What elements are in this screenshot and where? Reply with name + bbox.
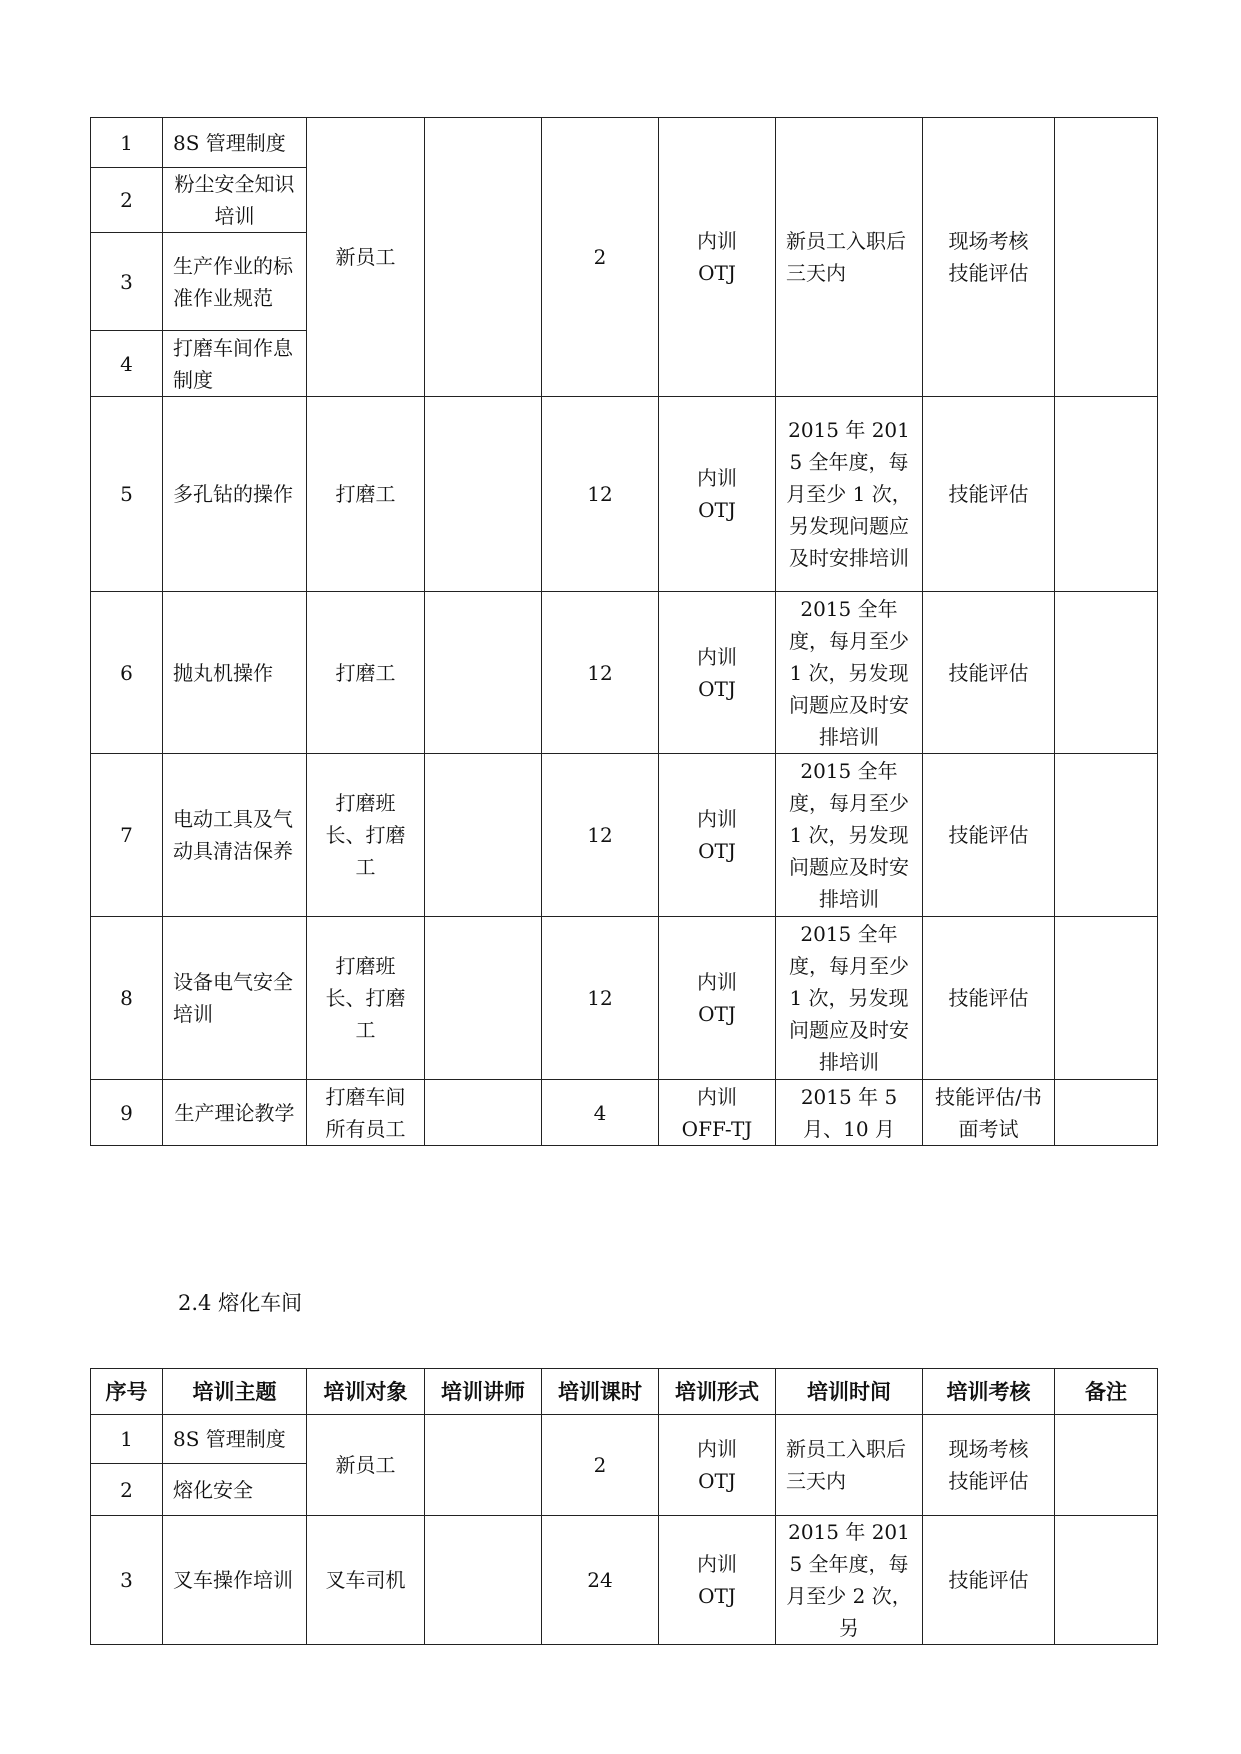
training-form: 内训 OTJ — [659, 754, 776, 917]
training-time: 2015 全年度，每月至少 1 次，另发现问题应及时安排培训 — [776, 754, 923, 917]
header-assessment: 培训考核 — [923, 1369, 1055, 1415]
table-row — [91, 917, 1158, 1080]
header-target: 培训对象 — [307, 1369, 425, 1415]
row-number: 4 — [91, 331, 163, 397]
training-topic: 8S 管理制度 — [163, 1415, 307, 1464]
row-number: 3 — [91, 233, 163, 331]
training-hours: 12 — [542, 917, 659, 1080]
training-trainer — [425, 592, 542, 754]
training-target: 打磨工 — [307, 397, 425, 592]
table-row — [91, 1080, 1158, 1146]
row-number: 2 — [91, 1464, 163, 1516]
training-topic: 抛丸机操作 — [163, 592, 307, 754]
training-trainer — [425, 1415, 542, 1516]
training-table-melting — [90, 1368, 1158, 1645]
table-row — [91, 1516, 1158, 1645]
training-target: 打磨车间所有员工 — [307, 1080, 425, 1146]
training-topic: 叉车操作培训 — [163, 1516, 307, 1645]
training-form: 内训 OTJ — [659, 1415, 776, 1516]
training-target: 新员工 — [307, 118, 425, 397]
table-row — [91, 118, 1158, 168]
training-trainer — [425, 397, 542, 592]
table-row — [91, 397, 1158, 592]
training-form: 内训 OTJ — [659, 397, 776, 592]
training-assessment: 技能评估/书面考试 — [923, 1080, 1055, 1146]
training-remark — [1055, 397, 1158, 592]
training-remark — [1055, 917, 1158, 1080]
training-remark — [1055, 592, 1158, 754]
header-remark: 备注 — [1055, 1369, 1158, 1415]
training-trainer — [425, 118, 542, 397]
training-hours: 24 — [542, 1516, 659, 1645]
training-table-grinding — [90, 117, 1158, 1146]
training-assessment: 技能评估 — [923, 592, 1055, 754]
training-remark — [1055, 1080, 1158, 1146]
training-time: 2015 全年度，每月至少 1 次，另发现问题应及时安排培训 — [776, 592, 923, 754]
training-hours: 4 — [542, 1080, 659, 1146]
training-trainer — [425, 754, 542, 917]
training-remark — [1055, 1415, 1158, 1516]
section-heading: 2.4 熔化车间 — [178, 1291, 303, 1315]
training-target: 打磨班长、打磨工 — [307, 754, 425, 917]
row-number: 1 — [91, 1415, 163, 1464]
row-number: 6 — [91, 592, 163, 754]
training-topic: 生产理论教学 — [163, 1080, 307, 1146]
training-time: 新员工入职后三天内 — [776, 1415, 923, 1516]
training-assessment: 现场考核 技能评估 — [923, 1415, 1055, 1516]
training-assessment: 技能评估 — [923, 917, 1055, 1080]
row-number: 7 — [91, 754, 163, 917]
header-hours: 培训课时 — [542, 1369, 659, 1415]
training-trainer — [425, 1080, 542, 1146]
training-topic: 打磨车间作息制度 — [163, 331, 307, 397]
header-topic: 培训主题 — [163, 1369, 307, 1415]
row-number: 8 — [91, 917, 163, 1080]
training-target: 打磨班长、打磨工 — [307, 917, 425, 1080]
training-hours: 12 — [542, 397, 659, 592]
training-topic: 粉尘安全知识培训 — [163, 168, 307, 233]
training-time: 2015 年 2015 全年度，每月至少 2 次，另 — [776, 1516, 923, 1645]
training-topic: 8S 管理制度 — [163, 118, 307, 168]
training-assessment: 现场考核 技能评估 — [923, 118, 1055, 397]
table-row — [91, 592, 1158, 754]
header-trainer: 培训讲师 — [425, 1369, 542, 1415]
training-time: 2015 全年度，每月至少 1 次，另发现问题应及时安排培训 — [776, 917, 923, 1080]
training-hours: 2 — [542, 1415, 659, 1516]
training-time: 2015 年 2015 全年度，每月至少 1 次，另发现问题应及时安排培训 — [776, 397, 923, 592]
training-topic: 电动工具及气动具清洁保养 — [163, 754, 307, 917]
training-assessment: 技能评估 — [923, 754, 1055, 917]
training-time: 2015 年 5 月、10 月 — [776, 1080, 923, 1146]
training-trainer — [425, 1516, 542, 1645]
training-assessment: 技能评估 — [923, 397, 1055, 592]
training-target: 打磨工 — [307, 592, 425, 754]
header-form: 培训形式 — [659, 1369, 776, 1415]
training-form: 内训 OTJ — [659, 1516, 776, 1645]
table-row — [91, 754, 1158, 917]
training-topic: 多孔钻的操作 — [163, 397, 307, 592]
row-number: 1 — [91, 118, 163, 168]
header-time: 培训时间 — [776, 1369, 923, 1415]
training-assessment: 技能评估 — [923, 1516, 1055, 1645]
training-remark — [1055, 1516, 1158, 1645]
training-target: 叉车司机 — [307, 1516, 425, 1645]
row-number: 9 — [91, 1080, 163, 1146]
training-form: 内训 OTJ — [659, 917, 776, 1080]
training-time: 新员工入职后三天内 — [776, 118, 923, 397]
table-header-row — [91, 1369, 1158, 1415]
training-hours: 12 — [542, 754, 659, 917]
training-trainer — [425, 917, 542, 1080]
training-hours: 12 — [542, 592, 659, 754]
training-remark — [1055, 754, 1158, 917]
training-form: 内训 OTJ — [659, 592, 776, 754]
header-number: 序号 — [91, 1369, 163, 1415]
training-topic: 生产作业的标准作业规范 — [163, 233, 307, 331]
row-number: 5 — [91, 397, 163, 592]
training-form: 内训 OTJ — [659, 118, 776, 397]
row-number: 2 — [91, 168, 163, 233]
training-topic: 熔化安全 — [163, 1464, 307, 1516]
training-remark — [1055, 118, 1158, 397]
training-hours: 2 — [542, 118, 659, 397]
row-number: 3 — [91, 1516, 163, 1645]
training-target: 新员工 — [307, 1415, 425, 1516]
table-row — [91, 1415, 1158, 1464]
training-form: 内训 OFF-TJ — [659, 1080, 776, 1146]
training-topic: 设备电气安全培训 — [163, 917, 307, 1080]
